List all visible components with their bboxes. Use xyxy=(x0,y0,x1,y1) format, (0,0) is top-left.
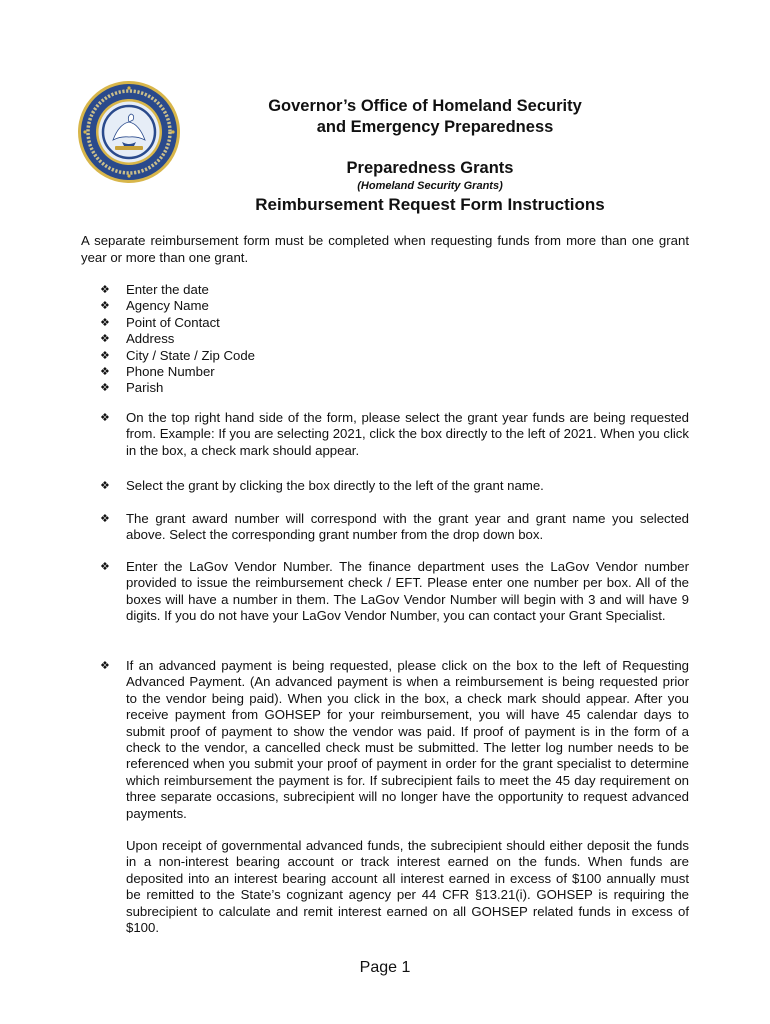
diamond-bullet-icon: ❖ xyxy=(100,381,110,395)
list-item: ❖ City / State / Zip Code xyxy=(100,347,255,363)
instruction-vendor-number: ❖ Enter the LaGov Vendor Number. The finance department uses the LaGov Vendor number provided to issue the reimbursement check / EFT. Please enter one number per box. All of the boxes will have a number in them. The LaGov Vendor Number will begin with 3 and will have 9 digits. If you do not have your LaGov Vendor Number, you can contact your Grant Specialist. xyxy=(100,559,689,624)
list-item: ❖ Parish xyxy=(100,380,164,396)
instruction-award-number: ❖ The grant award number will correspond with the grant year and grant name you selected above. Select the corresponding grant number from the drop down box. xyxy=(100,511,689,543)
header-agency-line-1: Governor’s Office of Homeland Security xyxy=(268,97,582,115)
list-item: ❖ Point of Contact xyxy=(100,314,220,330)
list-item: ❖ Phone Number xyxy=(100,364,215,380)
instruction-advanced-payment: ❖ If an advanced payment is being requested, please click on the box to the left of Requesting Advanced Payment. (An advanced payment is when a reimbursement is being requested prior to the vendor being paid). When you click in the box, a check mark should appear. After you receive payment from GOHSEP for your reimbursement, you will have 45 calendar days to submit proof of payment to show the vendor was paid. If proof of payment is in the form of a check to the vendor, a cancelled check must be submitted. The letter log number needs to be referenced when you submit your proof of payment in order for the grant specialist to determine which reimbursement the payment is for. If subrecipient fails to meet the 45 day requirement on three separate occasions, subrecipient will no longer have the opportunity to request advanced payments. xyxy=(100,658,689,821)
list-item: ❖ Address xyxy=(100,331,175,347)
diamond-bullet-icon: ❖ xyxy=(100,560,110,573)
instruction-grant-year: ❖ On the top right hand side of the form, please select the grant year funds are being requested from. Example: If you are selecting 2021, click the box directly to the left of 2021. When you click in the box, a check mark should appear. xyxy=(100,410,689,458)
diamond-bullet-icon: ❖ xyxy=(100,411,110,424)
list-item: ❖ Agency Name xyxy=(100,298,209,314)
header-program-subtitle: (Homeland Security Grants) xyxy=(357,180,503,192)
header-program-title: Preparedness Grants xyxy=(346,159,514,177)
diamond-bullet-icon: ❖ xyxy=(100,332,110,346)
diamond-bullet-icon: ❖ xyxy=(100,283,110,296)
diamond-bullet-icon: ❖ xyxy=(100,348,110,362)
diamond-bullet-icon: ❖ xyxy=(100,315,110,329)
required-fields-list xyxy=(100,282,255,397)
diamond-bullet-icon: ❖ xyxy=(100,479,110,492)
list-item: ❖ Enter the date xyxy=(100,282,209,297)
page-title: Reimbursement Request Form Instructions xyxy=(255,195,605,214)
gohsep-seal-logo xyxy=(77,80,181,184)
advance-funds-note: Upon receipt of governmental advanced funds, the subrecipient should either deposit the funds in a non-interest bearing account or track interest earned on the funds. When funds are deposited into an interest bearing account all interest earned in excess of $100 annually must be remitted to the State’s cognizant agency per 44 CFR §13.21(i). GOHSEP is requiring the subrecipient to calculate and remit interest earned on all GOHSEP related funds in excess of $100. xyxy=(126,838,689,936)
intro-paragraph: A separate reimbursement form must be completed when requesting funds from more than one grant year or more than one grant. xyxy=(81,233,689,265)
page-number: Page 1 xyxy=(359,959,411,976)
diamond-bullet-icon: ❖ xyxy=(100,365,110,379)
instruction-grant-name: ❖ Select the grant by clicking the box directly to the left of the grant name. xyxy=(100,478,544,493)
header-agency-line-2: and Emergency Preparedness xyxy=(316,118,554,136)
diamond-bullet-icon: ❖ xyxy=(100,299,110,313)
diamond-bullet-icon: ❖ xyxy=(100,659,110,672)
diamond-bullet-icon: ❖ xyxy=(100,512,110,525)
